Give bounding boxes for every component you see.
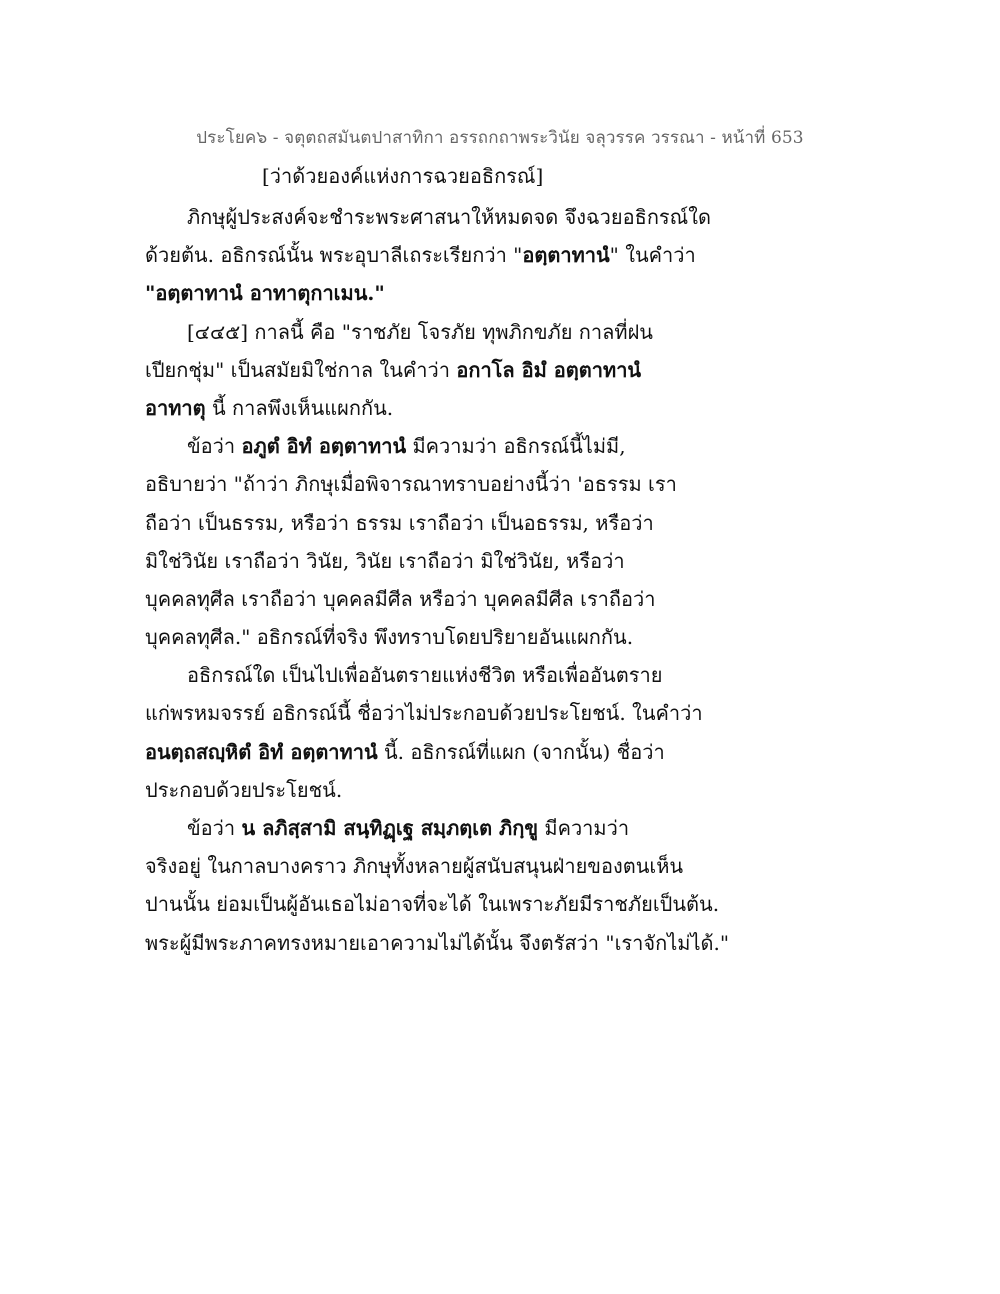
paragraph-line: ข้อว่า อภูตํ อิทํ อตฺตาทานํ มีความว่า อธิกรณ์นี้ไม่มี, — [187, 434, 626, 459]
pali-term: อภูตํ อิทํ อตฺตาทานํ — [241, 434, 407, 459]
paragraph-line: อนตฺถสญฺหิตํ อิทํ อตฺตาทานํ นี้. อธิกรณ์ที่แผก (จากนั้น) ชื่อว่า — [145, 739, 665, 764]
paragraph-line: อธิกรณ์ใด เป็นไปเพื่ออันตรายแห่งชีวิต หรือเพื่ออันตราย — [187, 663, 663, 688]
paragraph-line: [๔๔๕] กาลนี้ คือ "ราชภัย โจรภัย ทุพภิกขภัย กาลที่ฝน — [187, 319, 653, 344]
running-header: ประโยค๖ - จตุตถสมันตปาสาทิกา อรรถกถาพระวินัย จลุวรรค วรรณา - หน้าที่ 653 — [196, 128, 804, 148]
paragraph-line: ด้วยต้น. อธิกรณ์นั้น พระอุบาลีเถระเรียกว่า "อตฺตาทานํ" ในคำว่า — [145, 243, 696, 268]
pali-term: อตฺตาทานํ — [522, 243, 610, 268]
paragraph-line: ประกอบด้วยประโยชน์. — [145, 777, 343, 802]
paragraph-line: เปียกชุ่ม" เป็นสมัยมิใช่กาล ในคำว่า อกาโล อิมํ อตฺตาทานํ — [145, 357, 642, 382]
paragraph-line: อาทาตุ นี้ กาลพึงเห็นแผกกัน. — [145, 395, 394, 420]
paragraph-line: ปานนั้น ย่อมเป็นผู้อันเธอไม่อาจที่จะได้ ในเพราะภัยมีราชภัยเป็นต้น. — [145, 892, 720, 917]
paragraph-line: แก่พรหมจรรย์ อธิกรณ์นี้ ชื่อว่าไม่ประกอบด้วยประโยชน์. ในคำว่า — [145, 701, 703, 726]
paragraph-line: มิใช่วินัย เราถือว่า วินัย, วินัย เราถือว่า มิใช่วินัย, หรือว่า — [145, 548, 625, 573]
paragraph-line — [145, 274, 705, 312]
pali-term: น ลภิสฺสามิ สนฺทิฏฺเฐ สมฺภตฺเต ภิกฺขู — [241, 816, 539, 840]
paragraph-line: จริงอยู่ ในกาลบางคราว ภิกษุทั้งหลายผู้สนับสนุนฝ่ายของตนเห็น — [145, 854, 684, 879]
pali-term: อกาโล อิมํ อตฺตาทานํ — [456, 357, 642, 382]
pali-term: "อตฺตาทานํ อาทาตุกาเมน." — [145, 281, 385, 306]
body-text — [145, 198, 730, 962]
section-heading: [ว่าด้วยองค์แห่งการฉวยอธิกรณ์] — [262, 164, 544, 188]
paragraph-line: บุคคลทุศีล." อธิกรณ์ที่จริง พึงทราบโดยปริยายอันแผกกัน. — [145, 625, 634, 650]
pali-term: อาทาตุ — [145, 395, 206, 420]
paragraph-line: บุคคลทุศีล เราถือว่า บุคคลมีศีล หรือว่า บุคคลมีศีล เราถือว่า — [145, 586, 656, 611]
paragraph-line: พระผู้มีพระภาคทรงหมายเอาความไม่ได้นั้น จึงตรัสว่า "เราจักไม่ได้." — [145, 930, 730, 955]
paragraph-line: ถือว่า เป็นธรรม, หรือว่า ธรรม เราถือว่า เป็นอธรรม, หรือว่า — [145, 510, 654, 535]
paragraph-line: อธิบายว่า "ถ้าว่า ภิกษุเมื่อพิจารณาทราบอย่างนี้ว่า 'อธรรม เรา — [145, 472, 677, 497]
paragraph-line: ภิกษุผู้ประสงค์จะชำระพระศาสนาให้หมดจด จึงฉวยอธิกรณ์ใด — [187, 205, 711, 229]
pali-term: อนตฺถสญฺหิตํ อิทํ อตฺตาทานํ — [145, 739, 378, 764]
paragraph-line: ข้อว่า น ลภิสฺสามิ สนฺทิฏฺเฐ สมฺภตฺเต ภิกฺขู มีความว่า — [187, 816, 630, 840]
